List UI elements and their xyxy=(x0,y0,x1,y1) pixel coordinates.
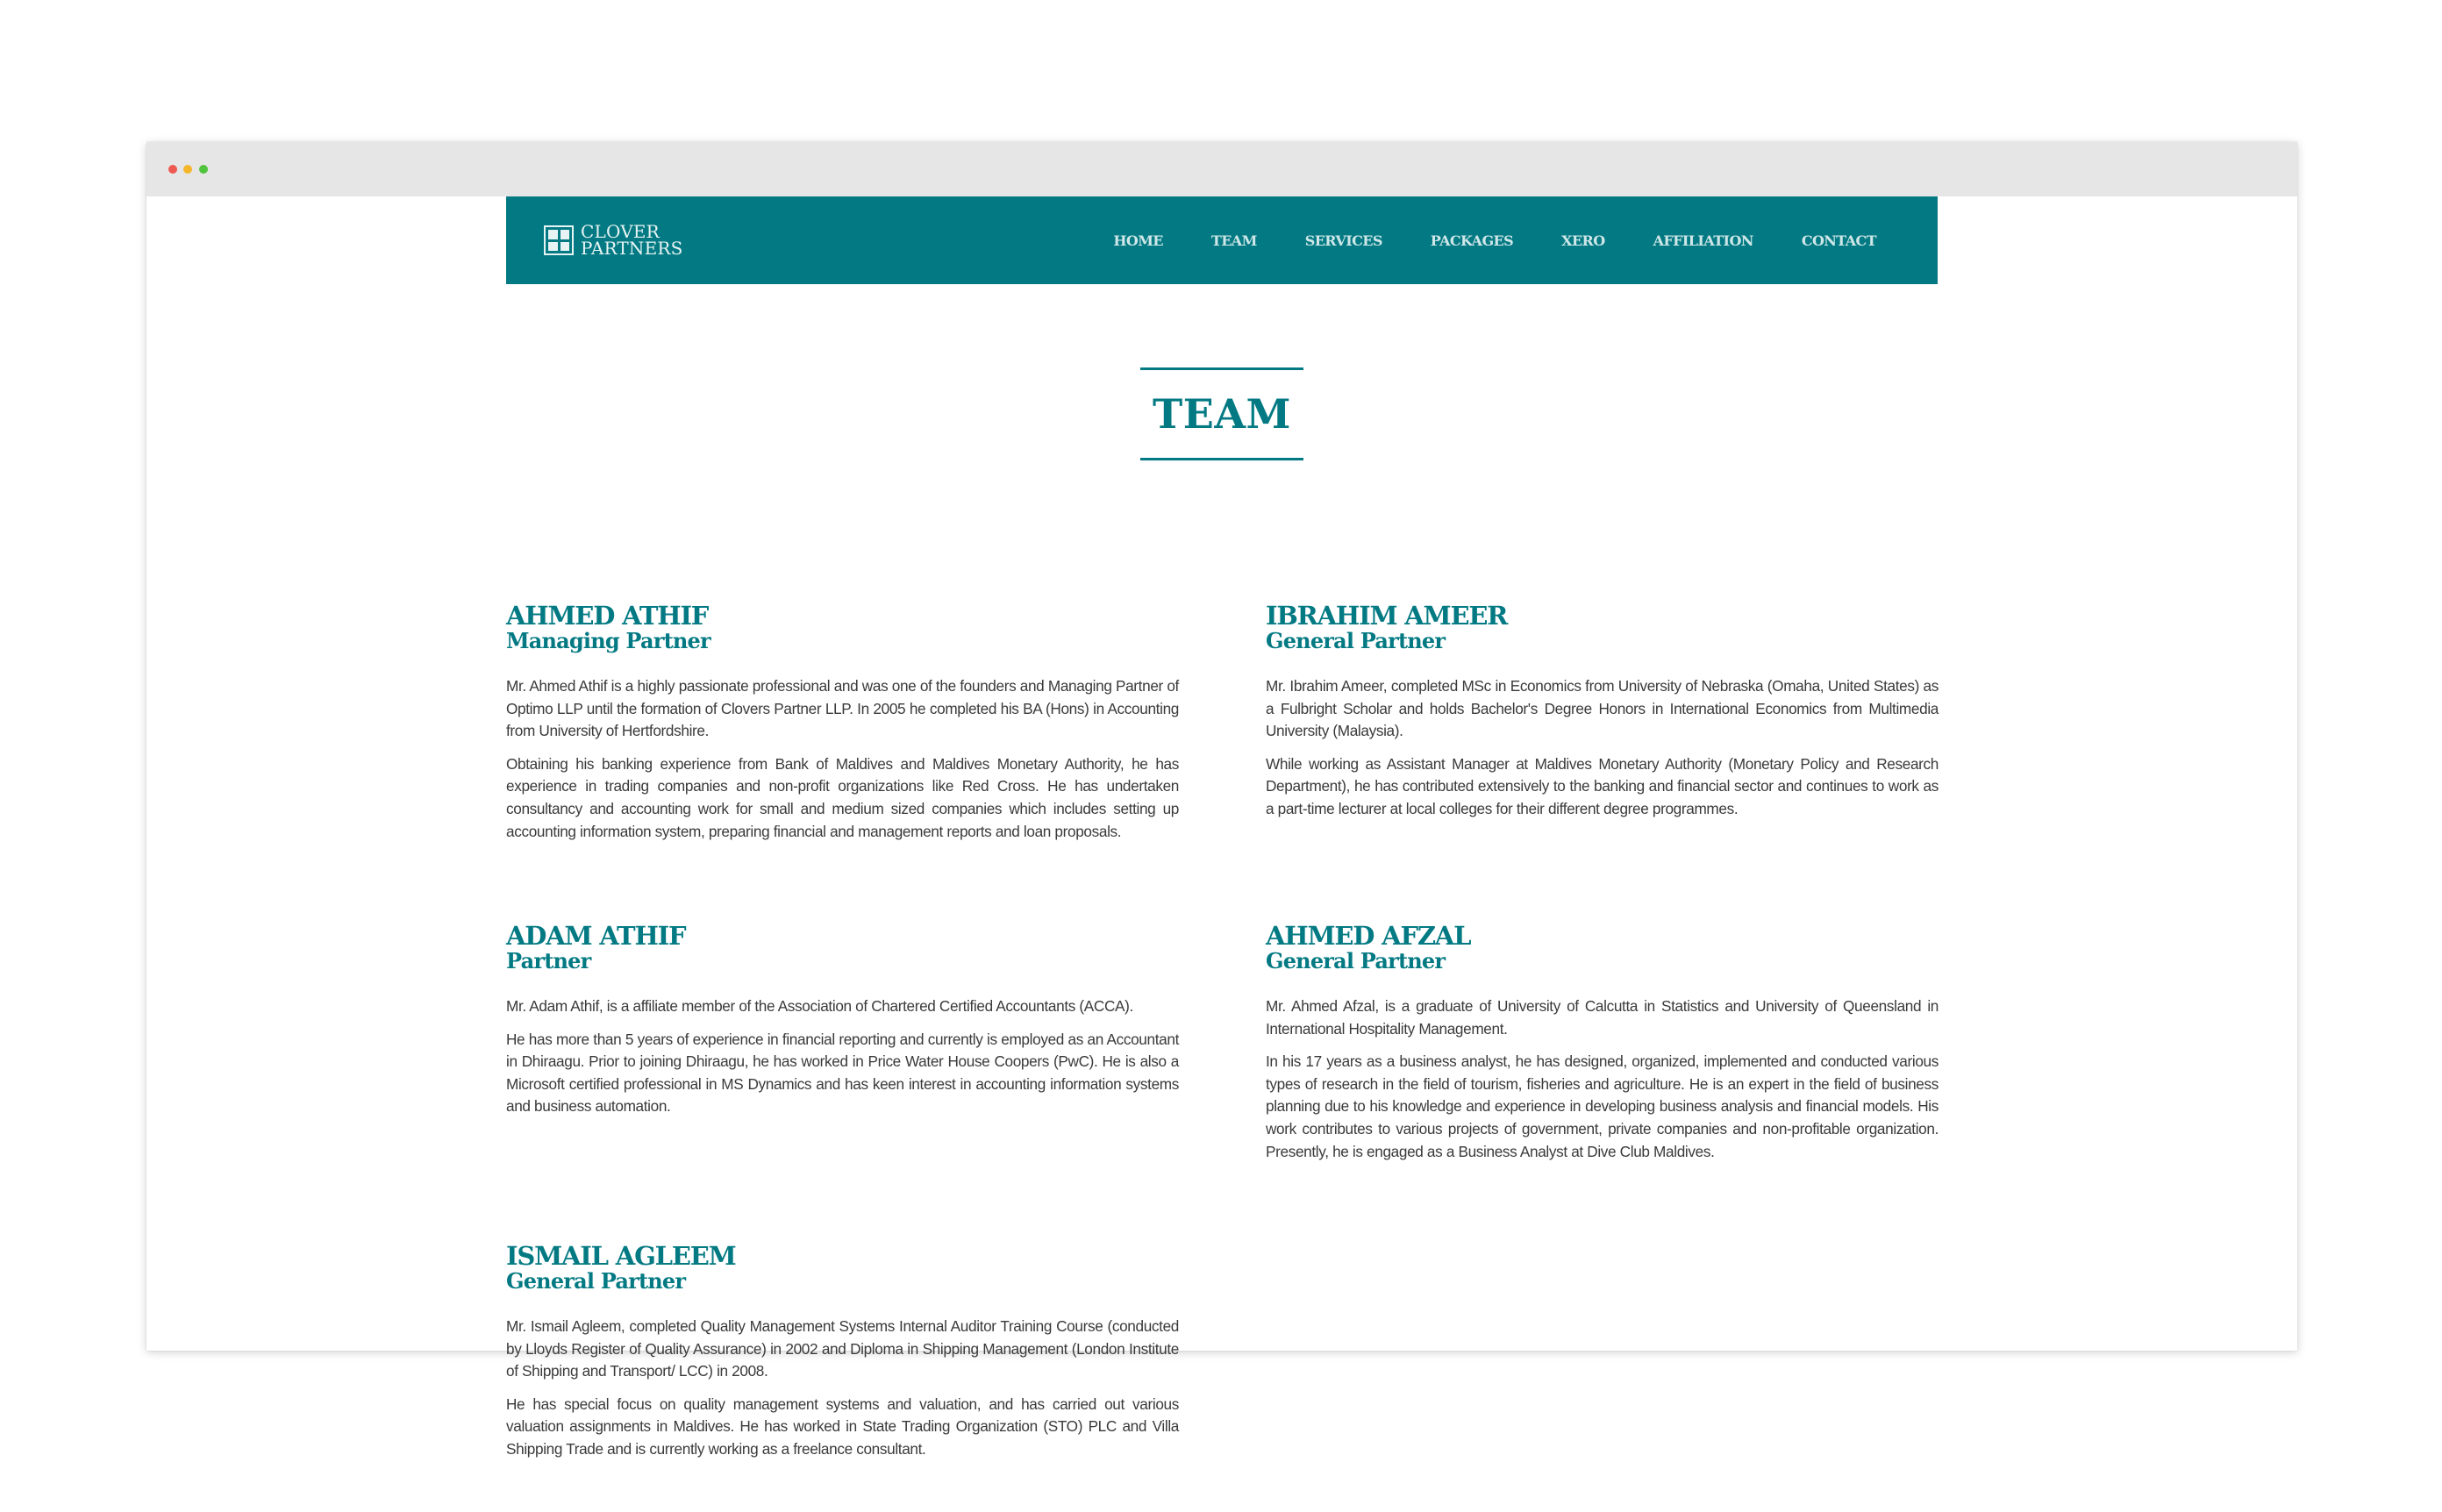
member-role: General Partner xyxy=(1266,948,1446,974)
member-name: ADAM ATHIF xyxy=(506,921,686,951)
team-member-card xyxy=(506,922,1179,1129)
nav-packages[interactable]: PACKAGES xyxy=(1430,232,1514,249)
bio-paragraph: While working as Assistant Manager at Maldives Monetary Authority (Monetary Policy and Research Department), he has contributed extensively to the banking and financial sector and continues to work as a part-time lecturer at local colleges for their different degree programmes. xyxy=(1266,754,1939,817)
bio-paragraph: Mr. Ahmed Afzal, is a graduate of University of Calcutta in Statistics and University of Queensland in International Hospitality Management. xyxy=(1266,997,1939,1038)
team-member-card xyxy=(1266,602,1939,831)
nav-xero[interactable]: XERO xyxy=(1561,232,1605,249)
member-name: AHMED ATHIF xyxy=(506,601,709,631)
member-role: Managing Partner xyxy=(506,628,710,653)
team-member-card xyxy=(1266,922,1939,1173)
bio-paragraph: Mr. Ahmed Athif is a highly passionate professional and was one of the founders and Managing Partner of Optimo LLP until the formation of Clovers Partner LLP. In 2005 he completed his BA (Hons) in Accounting from University of Hertfordshire. xyxy=(506,677,1179,740)
bio-paragraph: Mr. Adam Athif, is a affiliate member of the Association of Chartered Certified Accountants (ACCA). xyxy=(506,997,1133,1015)
member-name: AHMED AFZAL xyxy=(1266,921,1471,951)
nav-contact[interactable]: CONTACT xyxy=(1801,232,1876,249)
main-nav xyxy=(1065,196,1876,284)
member-bio xyxy=(1266,675,1939,821)
close-window-button[interactable] xyxy=(168,165,177,174)
logo-text xyxy=(581,221,683,259)
browser-window xyxy=(146,142,2297,1458)
team-member-card xyxy=(506,602,1179,853)
page-content xyxy=(146,196,2297,1458)
bio-paragraph: Obtaining his banking experience from Bank of Maldives and Maldives Monetary Authority, he has experience in trading companies and non-profit organizations like Red Cross. He has undertaken consultancy and accounting work for small and medium sized companies which includes setting up accounting information system, preparing financial and management reports and loan proposals. xyxy=(506,754,1179,840)
four-square-grid-icon xyxy=(544,225,574,255)
page-title: TEAM xyxy=(1153,390,1291,438)
member-bio xyxy=(506,1316,1179,1461)
nav-affiliation[interactable]: AFFILIATION xyxy=(1653,232,1753,249)
bio-paragraph: Mr. Ismail Agleem, completed Quality Management Systems Internal Auditor Training Course (conducted by Lloyds Register of Quality Assurance) in 2002 and Diploma in Shipping Management (London Institute of Shipping and Transport/ LCC) in 2008. xyxy=(506,1317,1179,1380)
logo-line-1: CLOVER xyxy=(581,221,660,242)
member-name: ISMAIL AGLEEM xyxy=(506,1241,736,1271)
section-title-block xyxy=(1140,367,1303,460)
member-role: General Partner xyxy=(506,1268,686,1294)
member-bio xyxy=(506,675,1179,843)
bio-paragraph: He has special focus on quality management systems and valuation, and has carried out various valuation assignments in Maldives. He has worked in State Trading Organization (STO) PLC and Villa Shipping Trade and is currently working as a freelance consultant. xyxy=(506,1394,1179,1458)
maximize-window-button[interactable] xyxy=(199,165,208,174)
nav-team[interactable]: TEAM xyxy=(1210,232,1257,249)
browser-titlebar xyxy=(146,142,2297,196)
member-role: Partner xyxy=(506,948,591,974)
member-bio xyxy=(1266,995,1939,1163)
title-rule-bottom xyxy=(1140,458,1303,460)
nav-services[interactable]: SERVICES xyxy=(1304,232,1382,249)
member-role: General Partner xyxy=(1266,628,1446,653)
member-name: IBRAHIM AMEER xyxy=(1266,601,1508,631)
nav-home[interactable]: HOME xyxy=(1113,232,1163,249)
site-header xyxy=(506,196,1938,284)
team-member-card xyxy=(506,1242,1179,1472)
logo-line-2: PARTNERS xyxy=(581,238,683,259)
minimize-window-button[interactable] xyxy=(183,165,192,174)
member-bio xyxy=(506,995,1179,1118)
bio-paragraph: Mr. Ibrahim Ameer, completed MSc in Economics from University of Nebraska (Omaha, United States) as a Fulbright Scholar and holds Bachelor's Degree Honors in International Economics from Multimedia University (Malaysia). xyxy=(1266,677,1939,740)
bio-paragraph: In his 17 years as a business analyst, he has designed, organized, implemented and conducted various types of research in the field of tourism, fisheries and agriculture. He is an expert in the field of business planning due to his knowledge and experience in developing business analysis and financial models. His work contributes to various projects of government, private companies and non-profitable organization. Presently, he is engaged as a Business Analyst at Dive Club Maldives. xyxy=(1266,1052,1939,1160)
bio-paragraph: He has more than 5 years of experience in financial reporting and currently is employed as an Accountant in Dhiraagu. Prior to joining Dhiraagu, he has worked in Price Water House Coopers (PwC). He is also a Microsoft certified professional in MS Dynamics and has keen interest in accounting information systems and business automation. xyxy=(506,1030,1179,1116)
logo[interactable] xyxy=(544,223,683,258)
